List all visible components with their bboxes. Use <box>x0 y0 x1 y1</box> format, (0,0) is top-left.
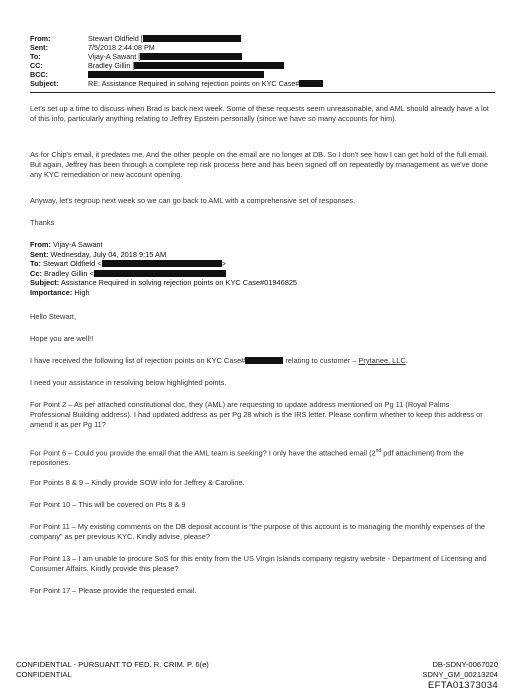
header-cc-value: Bradley Gillin [ <box>88 61 135 70</box>
forwarded-from-value: Vijay-A Sawant <box>53 240 103 249</box>
header-subject-label: Subject: <box>30 79 59 88</box>
forwarded-importance-value: High <box>74 287 90 297</box>
forwarded-from-row <box>30 240 492 250</box>
footer-confidential-rule: CONFIDENTIAL - PURSUANT TO FED. R. CRIM. P. 6(e) <box>16 660 209 669</box>
point-8-9: For Points 8 & 9 – Kindly provide SOW info for Jeffrey & Caroline. <box>30 478 245 487</box>
reply-paragraph-1: Let's set up a time to discuss when Brad is back next week. Some of these requests seem unreasonable, and AML should already have a lot of this info, particularly anything relating to Jeffrey Epstein personally (since we have so many accounts for him). <box>30 104 489 123</box>
header-to-value: Vijay-A Sawant [ <box>88 52 141 61</box>
header-cc-label: CC: <box>30 61 43 70</box>
forwarded-importance-row <box>30 288 492 298</box>
footer-bates-2: SDNY_GM_00213204 <box>422 670 498 679</box>
header-from-label: From: <box>30 34 51 43</box>
point-17: For Point 17 – Please provide the requested email. <box>30 586 197 595</box>
forwarded-to-value: Stewart Oldfield < <box>43 259 102 269</box>
forwarded-cc-label: Cc: <box>30 268 42 278</box>
forwarded-subject-value: Assistance Required in solving rejection points on KYC Case#01946825 <box>60 278 298 288</box>
header-sent-value: 7/5/2018 2:44:08 PM <box>88 43 155 52</box>
redaction-box <box>94 270 226 277</box>
redaction-box <box>140 53 242 60</box>
header-bcc-label: BCC: <box>30 70 48 79</box>
redaction-box <box>102 260 222 267</box>
received-line: I have received the following list of rejection points on KYC Case# relating to customer – Prytanee, LLC. <box>30 356 408 365</box>
reply-paragraph-2: As for Chip's email, it predates me. And the other people on the email are no longer at DB. So I don't see how I can get hold of the full email. But again, Jeffrey has been through a complete rep risk process here and has been signed off on repeatedly by management as we've done any KYC remediation or new account opening. <box>30 150 489 179</box>
footer-confidential: CONFIDENTIAL <box>16 670 72 679</box>
redaction-box <box>299 80 323 87</box>
footer-bates-1: DB-SDNY-0067020 <box>432 660 498 669</box>
redaction-box <box>245 357 283 364</box>
header-divider <box>30 92 495 93</box>
forwarded-sent-label: Sent: <box>30 249 49 259</box>
forwarded-cc-row <box>30 269 492 279</box>
reply-paragraph-3: Anyway, let's regroup next week so we can go back to AML with a comprehensive set of responses. <box>30 196 356 205</box>
forwarded-to-row: To: Stewart Oldfield < > <box>30 259 226 269</box>
forwarded-subject-label: Subject: <box>30 278 60 288</box>
header-to-label: To: <box>30 52 41 61</box>
received-text: I have received the following list of rejection points on KYC Case# <box>30 356 246 365</box>
header-subject-value: RE: Assistance Required in solving rejection points on KYC Case# <box>88 79 300 88</box>
forwarded-from-label: From: <box>30 240 51 249</box>
hope-line: Hope you are well!! <box>30 334 94 343</box>
header-sent-label: Sent: <box>30 43 48 52</box>
forwarded-cc-value: Bradley Gillin < <box>43 268 94 278</box>
point-13: For Point 13 – I am unable to procure SoS for this entity from the US Virgin Islands company registry website - Department of Licensing and Consumer Affairs. Kindly provide this please? <box>30 554 487 573</box>
forwarded-subject-row <box>30 278 492 288</box>
redaction-box <box>134 62 284 69</box>
point-11: For Point 11 – My existing comments on the DB deposit account is “the purpose of this account is to managing the monthly expenses of the company” as per previous KYC. Kindly advise, please? <box>30 522 486 541</box>
forwarded-sent-row <box>30 250 492 260</box>
point-6: For Point 6 – Could you provide the email that the AML team is seeking? I only have the attached email (2nd pdf attachment) from the repositories. <box>30 448 464 468</box>
point-2: For Point 2 – As per attached constitutional doc, they (AML) are requesting to update address mentioned on Pg 11 (Royal Palms Professional Building address). I had updated address as per Pg 28 which is the IRS letter. Please confirm whether to keep this address or amend it as per Pg 11? <box>30 400 483 429</box>
customer-name: Prytanee, LLC <box>358 356 406 365</box>
forwarded-header <box>30 240 492 298</box>
need-assistance-line: I need your assistance in resolving below highlighted points. <box>30 378 227 387</box>
redaction-box <box>143 35 241 42</box>
forwarded-importance-label: Importance: <box>30 287 73 297</box>
header-from-value: Stewart Oldfield [ <box>88 34 143 43</box>
redaction-box <box>88 71 264 78</box>
greeting: Hello Stewart, <box>30 312 77 321</box>
reply-signoff: Thanks <box>30 218 55 227</box>
footer-bates-3: EFTA01373034 <box>427 680 498 691</box>
forwarded-to-label: To: <box>30 259 41 269</box>
point-10: For Point 10 – This will be covered on Pts 8 & 9 <box>30 500 186 509</box>
received-relating: relating to customer – <box>283 356 359 365</box>
forwarded-sent-value: Wednesday, July 04, 2018 9:15 AM <box>50 249 167 259</box>
